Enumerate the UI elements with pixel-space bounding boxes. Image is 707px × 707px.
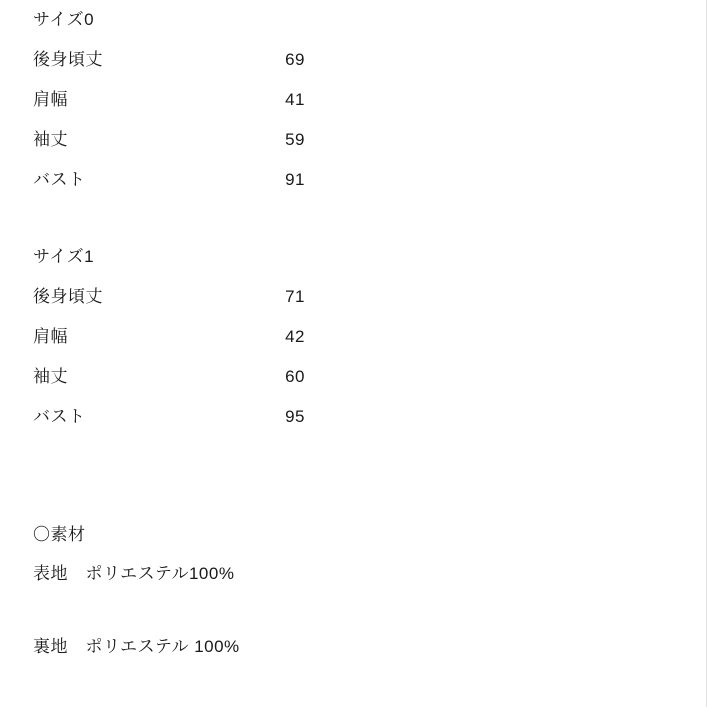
spec-label: 後身頃丈 [33,50,103,69]
material-line-lining: 裏地 ポリエステル 100% [33,637,240,656]
spec-value: 60 [285,367,305,386]
spec-row [33,160,305,200]
spec-label: バスト [33,170,86,189]
spec-row [33,120,305,160]
spec-row [33,40,305,80]
size-block-0 [33,0,305,200]
spec-label: 肩幅 [33,327,68,346]
spec-label: 袖丈 [33,367,68,386]
spec-value: 95 [285,407,305,426]
spec-row [33,80,305,120]
spec-label: 肩幅 [33,90,68,109]
spec-value: 59 [285,130,305,149]
spec-label: 後身頃丈 [33,287,103,306]
spec-row [33,357,305,397]
material-heading: 〇素材 [33,525,86,544]
spec-value: 91 [285,170,305,189]
spec-row [33,397,305,437]
spec-row [33,277,305,317]
material-line-outer: 表地 ポリエステル100% [33,564,235,583]
spec-row [33,317,305,357]
size-block-0-title: サイズ0 [33,10,95,29]
spec-value: 42 [285,327,305,346]
material-block [33,518,593,657]
size-block-1 [33,237,305,437]
spec-label: 袖丈 [33,130,68,149]
spec-label: バスト [33,407,86,426]
spec-value: 71 [285,287,305,306]
spec-value: 69 [285,50,305,69]
size-block-1-title: サイズ1 [33,247,95,266]
spec-value: 41 [285,90,305,109]
